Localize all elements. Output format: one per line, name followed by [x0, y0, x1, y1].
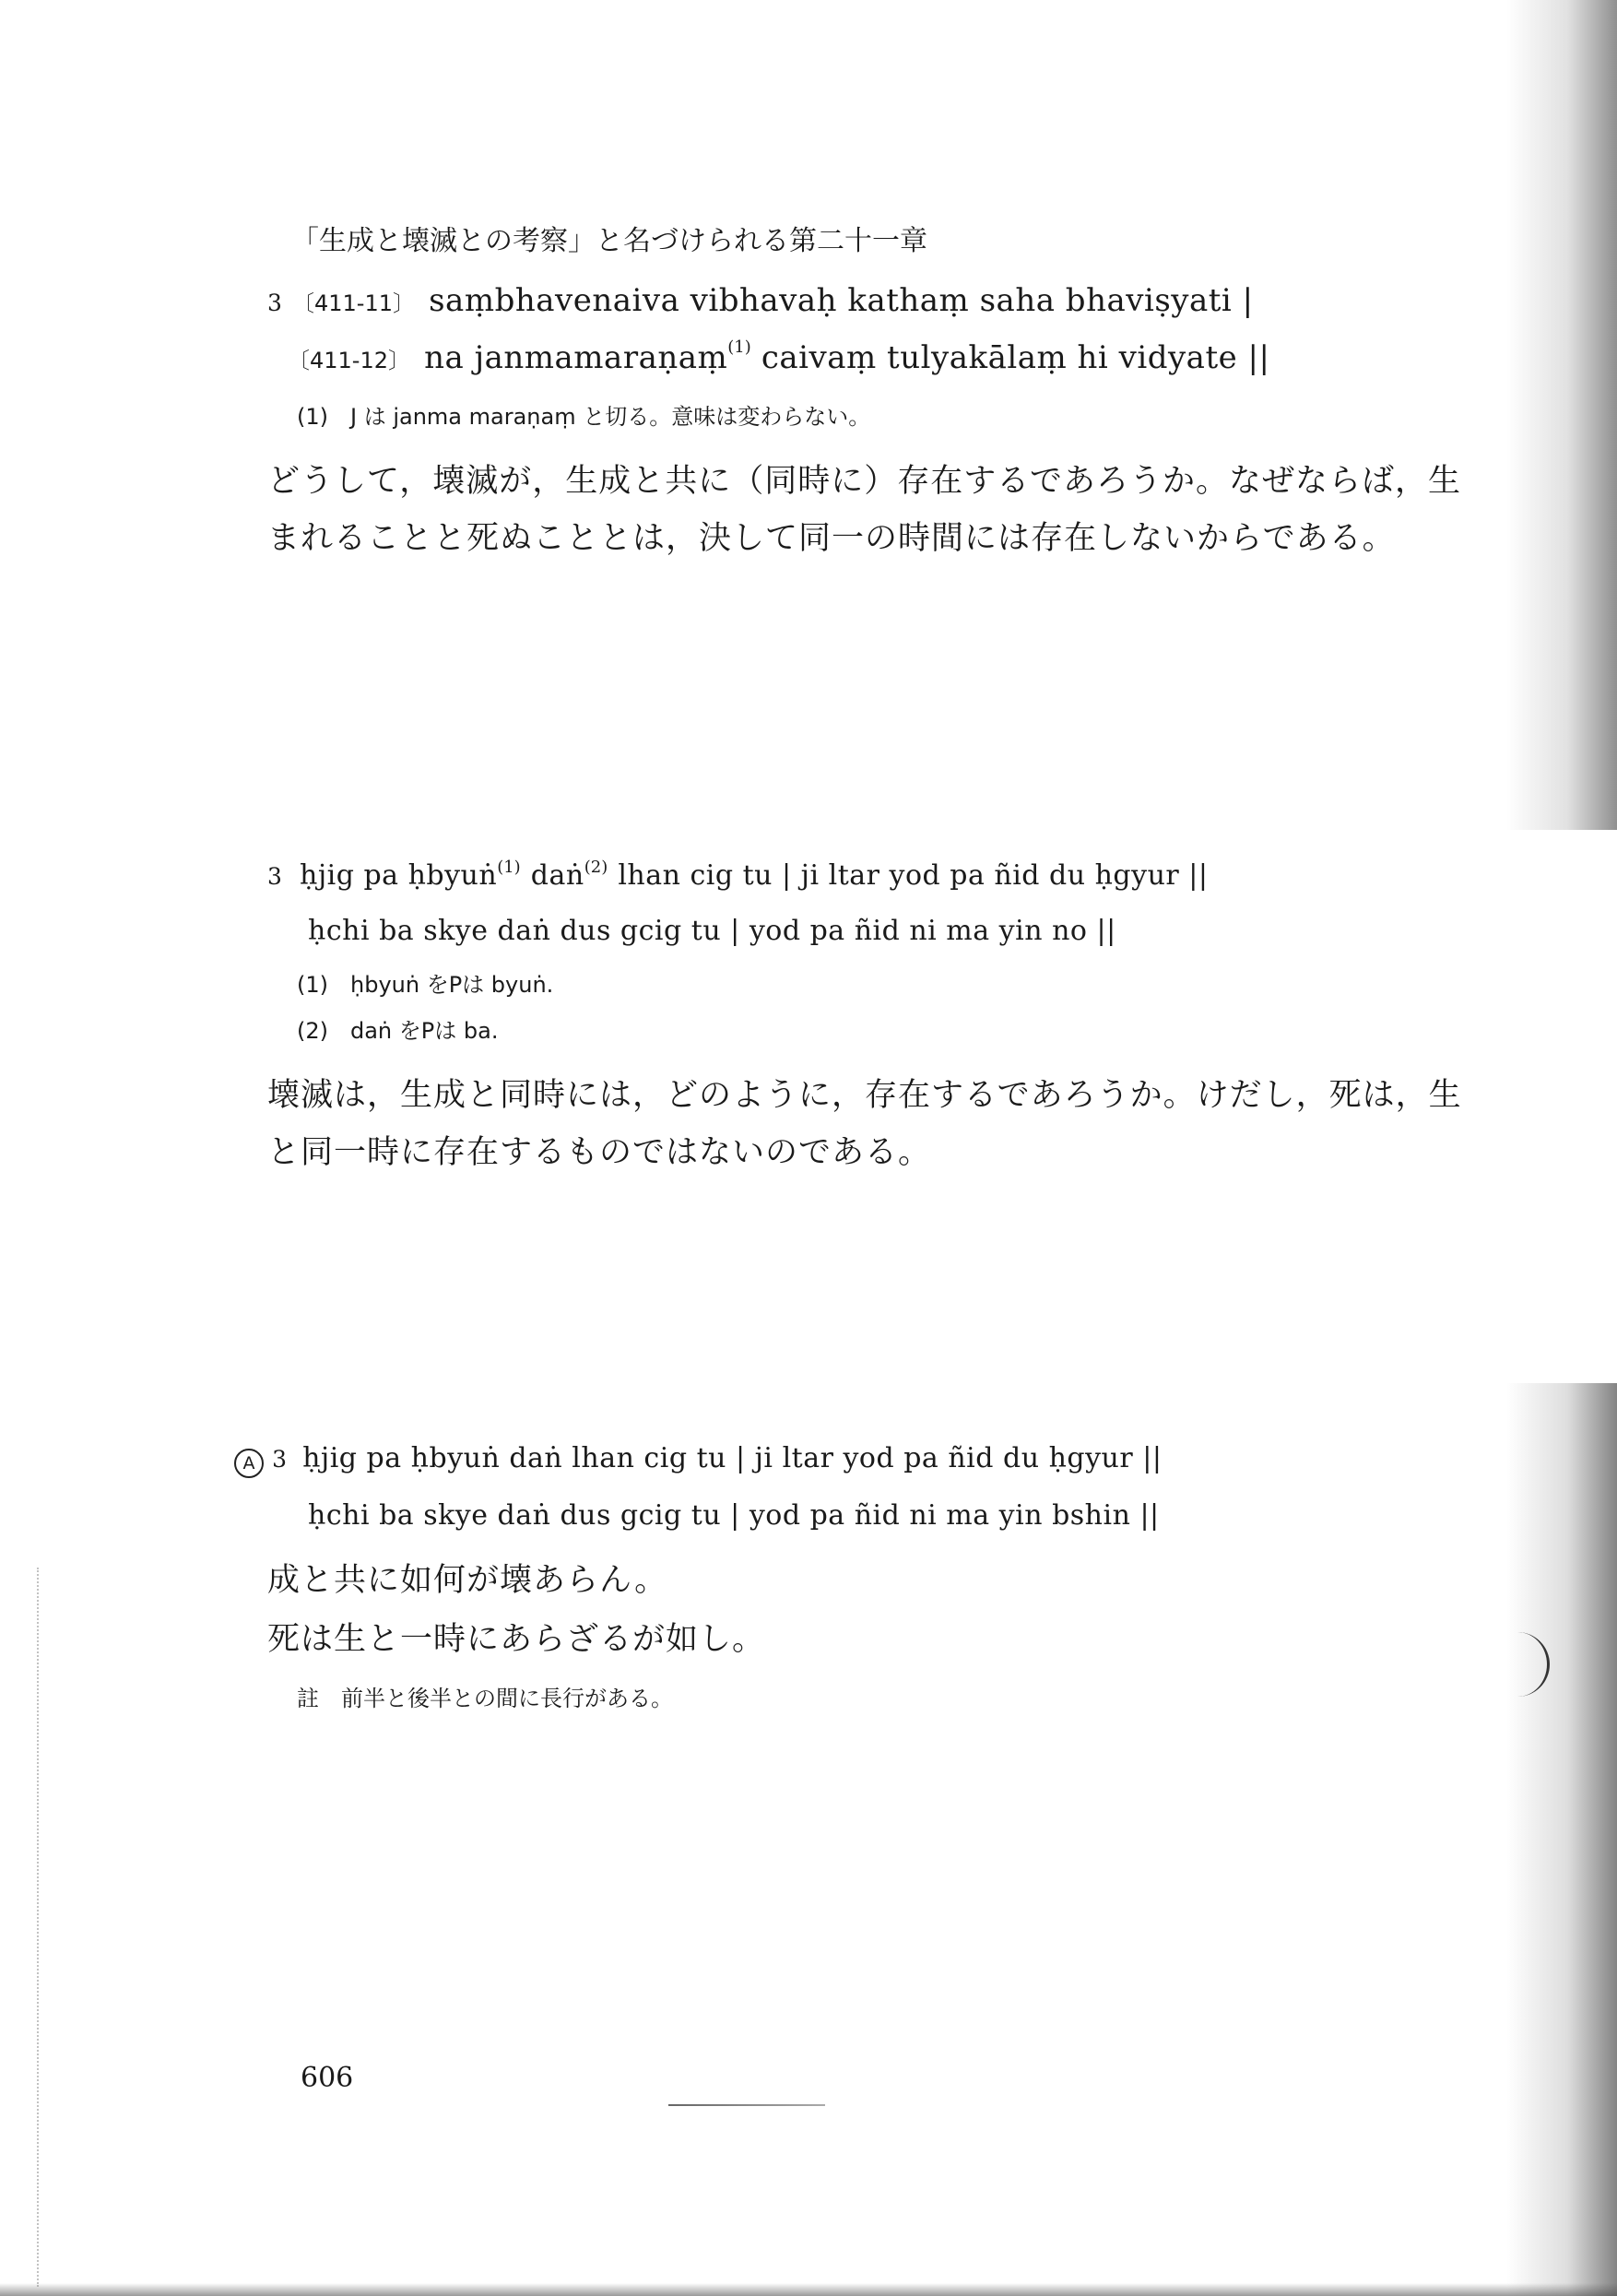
chapter-heading: 「生成と壊滅との考察」と名づけられる第二十一章 [291, 225, 927, 257]
translation-line: まれることと死ぬこととは，決して同一の時間には存在しないからである。 [267, 520, 1396, 557]
sanskrit-text: caivaṃ tulyakālaṃ hi vidyate || [761, 339, 1270, 376]
footnote: (2) daṅ をPは ba. [297, 1018, 499, 1044]
scan-edge-shadow [1506, 0, 1617, 830]
tibetan-line-1 [267, 859, 1209, 892]
chinese-version-line-2: ḥchi ba skye daṅ dus gcig tu | yod pa ñid ni ma yin bshin || [308, 1499, 1160, 1532]
sanskrit-line-2 [288, 339, 1269, 376]
tibetan-line-2: ḥchi ba skye daṅ dus gcig tu | yod pa ñid ni ma yin no || [308, 915, 1116, 947]
sanskrit-line-1 [267, 282, 1254, 319]
footnote: (1) J は janma maraṇaṃ と切る。意味は変わらない。 [297, 404, 871, 430]
translation-line: どうして，壊滅が，生成と共に（同時に）存在するであろうか。なぜならば，生 [267, 463, 1461, 500]
footnote: (1) ḥbyuṅ をPは byuṅ. [297, 972, 554, 998]
annotation-note: 註 前半と後半との間に長行がある。 [297, 1686, 673, 1711]
kakikudashi-line: 成と共に如何が壊あらん。 [267, 1562, 668, 1599]
footnote-marker: (1) [497, 858, 521, 877]
footnote-marker: (1) [727, 337, 751, 357]
scan-edge-shadow [1506, 1383, 1617, 2296]
tibetan-text: lhan cig tu | ji ltar yod pa ñid du ḥgyur || [618, 859, 1209, 892]
chinese-version-line-1 [234, 1442, 1162, 1478]
page-reference: 〔411-12〕 [288, 348, 411, 373]
verse-number: 3 [267, 863, 282, 890]
tibetan-text: ḥjig pa ḥbyuṅ daṅ lhan cig tu | ji ltar yod pa ñid du ḥgyur || [302, 1442, 1163, 1474]
verse-number: 3 [267, 290, 282, 316]
scan-left-margin-marks [37, 1568, 55, 2287]
kakikudashi-line: 死は生と一時にあらざるが如し。 [267, 1621, 766, 1658]
sanskrit-text: na janmamaraṇaṃ [424, 339, 728, 376]
scan-stray-line [668, 2104, 825, 2106]
scan-bottom-edge [0, 2283, 1617, 2296]
circled-a-marker: A [234, 1449, 264, 1478]
sanskrit-text: saṃbhavenaiva vibhavaḥ kathaṃ saha bhaviṣyati | [429, 282, 1254, 319]
verse-number: 3 [272, 1446, 287, 1473]
tibetan-text: ḥjig pa ḥbyuṅ [300, 859, 498, 892]
translation-line: と同一時に存在するものではないのである。 [267, 1134, 932, 1171]
footnote-marker: (2) [584, 858, 608, 877]
translation-line: 壊滅は，生成と同時には，どのように，存在するであろうか。けだし，死は，生 [267, 1077, 1462, 1114]
page-reference: 〔411-11〕 [292, 290, 416, 316]
page-number: 606 [301, 2062, 354, 2094]
tibetan-text: daṅ [530, 859, 584, 892]
